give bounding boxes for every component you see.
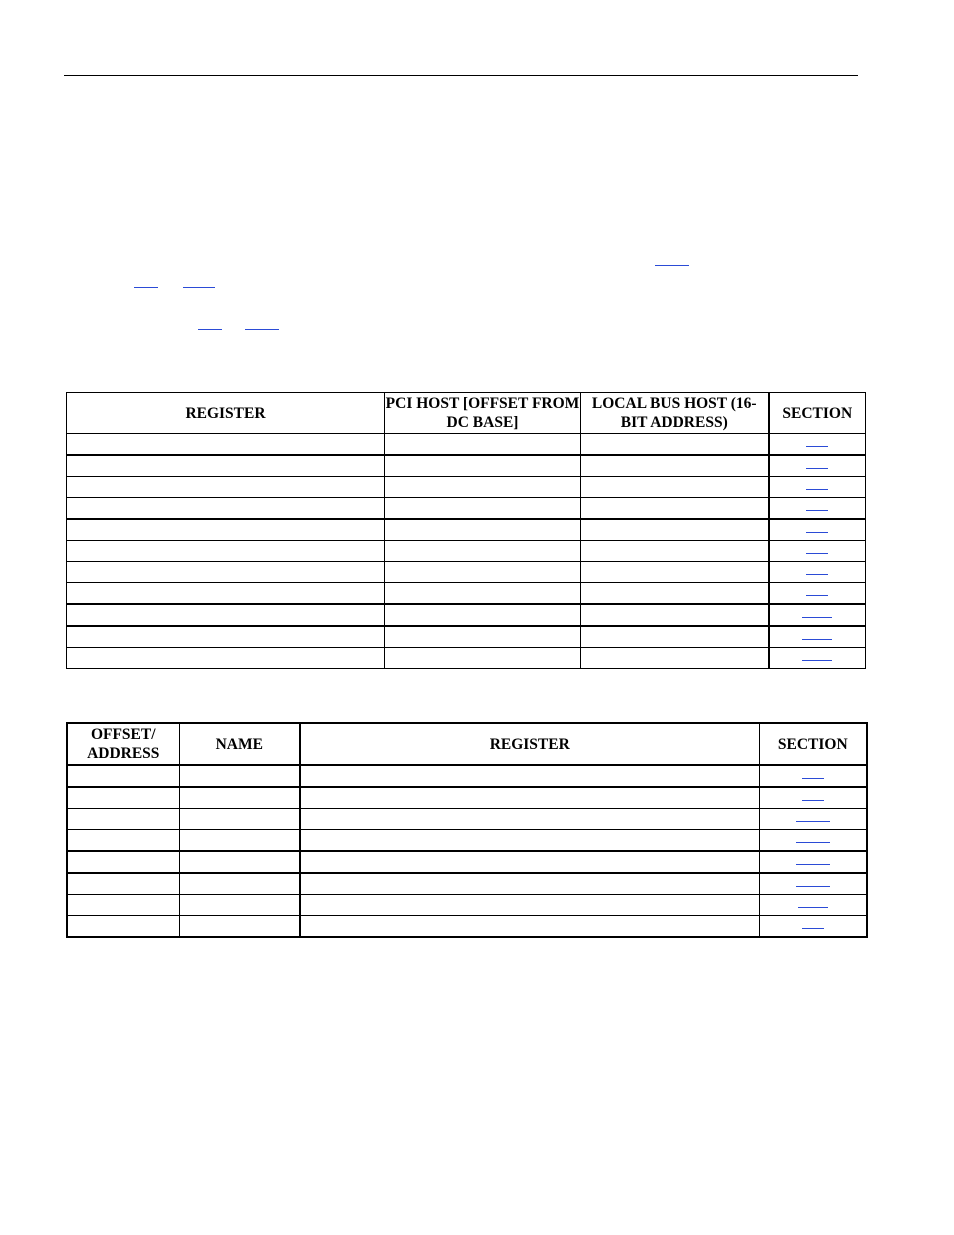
register-cell <box>300 916 759 938</box>
table-row <box>67 519 866 541</box>
table-row <box>67 562 866 583</box>
pci-host-cell <box>385 562 581 583</box>
header-section: SECTION <box>759 723 867 765</box>
pci-host-cell <box>385 541 581 562</box>
section-link[interactable] <box>802 617 832 618</box>
header-register: REGISTER <box>300 723 759 765</box>
name-cell <box>179 873 300 895</box>
local-bus-host-cell <box>581 541 769 562</box>
section-cell <box>759 916 867 938</box>
section-link[interactable] <box>806 510 828 511</box>
section-cell <box>769 434 866 456</box>
section-link[interactable] <box>796 864 830 865</box>
table-row <box>67 604 866 626</box>
pci-host-cell <box>385 604 581 626</box>
local-bus-host-cell <box>581 455 769 477</box>
register-cell <box>300 851 759 873</box>
name-cell <box>179 765 300 787</box>
offset-address-cell <box>67 895 179 916</box>
header-section: SECTION <box>769 393 866 434</box>
table-row <box>67 916 867 938</box>
section-link[interactable] <box>796 886 830 887</box>
register-cell <box>67 498 385 520</box>
paragraph-link[interactable] <box>245 329 279 330</box>
register-cell <box>67 519 385 541</box>
local-bus-host-cell <box>581 626 769 648</box>
offset-address-cell <box>67 873 179 895</box>
header-pci-host: PCI HOST [OFFSET FROM DC BASE] <box>385 393 581 434</box>
section-link[interactable] <box>806 595 828 596</box>
pci-host-cell <box>385 648 581 669</box>
section-link[interactable] <box>802 639 832 640</box>
name-cell <box>179 851 300 873</box>
local-bus-host-cell <box>581 477 769 498</box>
section-cell <box>769 583 866 605</box>
table-row <box>67 787 867 809</box>
header-local-bus-host: LOCAL BUS HOST (16-BIT ADDRESS) <box>581 393 769 434</box>
register-list-table <box>66 722 868 938</box>
register-cell <box>67 455 385 477</box>
pci-host-cell <box>385 477 581 498</box>
section-cell <box>769 477 866 498</box>
section-link[interactable] <box>806 574 828 575</box>
table-row <box>67 830 867 852</box>
register-cell <box>300 830 759 852</box>
offset-address-cell <box>67 787 179 809</box>
pci-host-cell <box>385 519 581 541</box>
section-cell <box>759 765 867 787</box>
header-name: NAME <box>179 723 300 765</box>
section-cell <box>759 851 867 873</box>
pci-host-cell <box>385 434 581 456</box>
section-link[interactable] <box>798 907 828 908</box>
section-link[interactable] <box>802 660 832 661</box>
paragraph-link[interactable] <box>183 287 215 288</box>
table-row <box>67 626 866 648</box>
section-link[interactable] <box>806 489 828 490</box>
section-cell <box>759 895 867 916</box>
header-offset-address: OFFSET/ ADDRESS <box>67 723 179 765</box>
section-link[interactable] <box>802 800 824 801</box>
section-cell <box>759 873 867 895</box>
local-bus-host-cell <box>581 562 769 583</box>
local-bus-host-cell <box>581 519 769 541</box>
offset-address-cell <box>67 830 179 852</box>
section-cell <box>769 519 866 541</box>
table-row <box>67 809 867 830</box>
table-row <box>67 477 866 498</box>
offset-address-cell <box>67 916 179 938</box>
section-link[interactable] <box>806 468 828 469</box>
table-row <box>67 583 866 605</box>
register-cell <box>300 765 759 787</box>
register-cell <box>67 541 385 562</box>
pci-host-cell <box>385 626 581 648</box>
table-row <box>67 434 866 456</box>
register-cell <box>300 873 759 895</box>
table-row <box>67 851 867 873</box>
section-link[interactable] <box>796 842 830 843</box>
section-cell <box>759 787 867 809</box>
section-cell <box>769 604 866 626</box>
section-link[interactable] <box>802 928 824 929</box>
register-cell <box>67 604 385 626</box>
register-cell <box>67 626 385 648</box>
register-map-table <box>66 392 866 669</box>
table-row <box>67 765 867 787</box>
section-cell <box>759 830 867 852</box>
section-link[interactable] <box>806 446 828 447</box>
section-link[interactable] <box>806 532 828 533</box>
register-cell <box>67 583 385 605</box>
header-rule <box>64 75 858 76</box>
local-bus-host-cell <box>581 648 769 669</box>
name-cell <box>179 787 300 809</box>
offset-address-cell <box>67 809 179 830</box>
section-cell <box>769 498 866 520</box>
section-cell <box>769 455 866 477</box>
register-cell <box>67 434 385 456</box>
local-bus-host-cell <box>581 604 769 626</box>
section-link[interactable] <box>796 821 830 822</box>
offset-address-cell <box>67 851 179 873</box>
table-row <box>67 873 867 895</box>
table-row <box>67 498 866 520</box>
local-bus-host-cell <box>581 583 769 605</box>
paragraph-link[interactable] <box>655 265 689 266</box>
local-bus-host-cell <box>581 498 769 520</box>
paragraph-link[interactable] <box>134 287 158 288</box>
register-cell <box>67 562 385 583</box>
paragraph-link[interactable] <box>198 329 222 330</box>
register-cell <box>300 809 759 830</box>
table-row <box>67 895 867 916</box>
section-link[interactable] <box>806 553 828 554</box>
name-cell <box>179 895 300 916</box>
register-cell <box>67 648 385 669</box>
table-row <box>67 455 866 477</box>
table-row <box>67 541 866 562</box>
pci-host-cell <box>385 583 581 605</box>
table-row <box>67 648 866 669</box>
header-register: REGISTER <box>67 393 385 434</box>
local-bus-host-cell <box>581 434 769 456</box>
section-cell <box>769 648 866 669</box>
name-cell <box>179 830 300 852</box>
name-cell <box>179 809 300 830</box>
offset-address-cell <box>67 765 179 787</box>
section-cell <box>769 562 866 583</box>
section-cell <box>769 626 866 648</box>
section-cell <box>759 809 867 830</box>
pci-host-cell <box>385 455 581 477</box>
section-link[interactable] <box>802 778 824 779</box>
name-cell <box>179 916 300 938</box>
register-cell <box>300 787 759 809</box>
register-cell <box>67 477 385 498</box>
register-cell <box>300 895 759 916</box>
pci-host-cell <box>385 498 581 520</box>
section-cell <box>769 541 866 562</box>
